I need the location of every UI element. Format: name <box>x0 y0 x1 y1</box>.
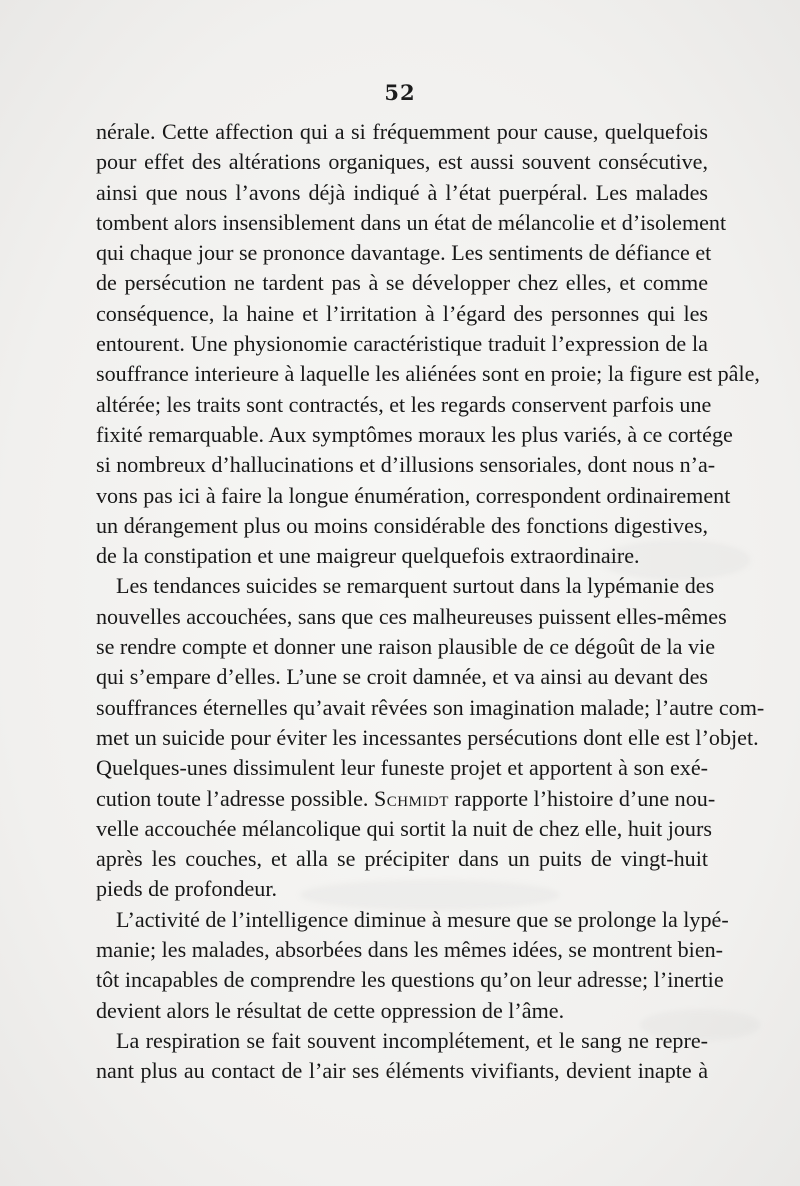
text-segment: cution toute l’adresse possible. <box>96 785 374 811</box>
text-line: nérale. Cette affection qui a si fréquemment pour cause, quelquefois <box>96 119 708 144</box>
text-line: après les couches, et alla se précipiter dans un puits de vingt-huit <box>96 846 708 872</box>
text-line: qui chaque jour se prononce davantage. Les sentiments de défiance et <box>96 240 712 266</box>
text-line: vons pas ici à faire la longue énumération, correspondent ordinairement <box>96 482 731 508</box>
text-line: conséquence, la haine et l’irritation à l’égard des personnes qui les <box>96 300 708 326</box>
text-line: pour effet des altérations organiques, est aussi souvent consécutive, <box>96 149 708 175</box>
text-line: velle accouchée mélancolique qui sortit la nuit de chez elle, huit jours <box>96 815 712 841</box>
text-line-paragraph-end: devient alors le résultat de cette oppression de l’âme. <box>96 997 565 1023</box>
text-line: se rendre compte et donner une raison plausible de ce dégoût de la vie <box>96 634 716 660</box>
text-line-paragraph-start: Les tendances suicides se remarquent surtout dans la lypémanie des <box>116 573 715 599</box>
text-line: si nombreux d’hallucinations et d’illusions sensoriales, dont nous n’a- <box>96 452 716 478</box>
page-number: 52 <box>384 80 416 105</box>
text-line: manie; les malades, absorbées dans les mêmes idées, se montrent bien- <box>96 937 724 963</box>
text-line: tôt incapables de comprendre les questions qu’on leur adresse; l’inertie <box>96 967 724 993</box>
text-line: altérée; les traits sont contractés, et les regards conservent parfois une <box>96 391 712 417</box>
text-line: souffrances éternelles qu’avait rêvées son imagination malade; l’autre com- <box>96 694 765 720</box>
text-line-paragraph-end: de la constipation et une maigreur quelquefois extraordinaire. <box>96 543 640 569</box>
text-line-with-author <box>96 784 716 814</box>
text-line: fixité remarquable. Aux symptômes moraux les plus variés, à ce cortége <box>96 421 733 447</box>
text-line: entourent. Une physionomie caractéristique traduit l’expression de la <box>96 331 708 357</box>
text-line-paragraph-start: La respiration se fait souvent incomplétement, et le sang ne repre- <box>116 1027 708 1053</box>
body-text <box>96 117 765 1087</box>
text-line: de persécution ne tardent pas à se développer chez elles, et comme <box>96 270 708 296</box>
text-line: Quelques-unes dissimulent leur funeste projet et apportent à son exé- <box>96 755 708 781</box>
text-line: ainsi que nous l’avons déjà indiqué à l’état puerpéral. Les malades <box>96 179 708 205</box>
author-name: Schmidt <box>373 785 449 811</box>
text-line: tombent alors insensiblement dans un état de mélancolie et d’isolement <box>96 209 727 235</box>
text-segment: rapporte l’histoire d’une nou- <box>448 785 716 811</box>
text-line-paragraph-end: pieds de profondeur. <box>96 876 278 902</box>
text-line: un dérangement plus ou moins considérable des fonctions digestives, <box>96 512 708 538</box>
text-line: nouvelles accouchées, sans que ces malheureuses puissent elles-mêmes <box>96 603 727 629</box>
text-line: qui s’empare d’elles. L’une se croit damnée, et va ainsi au devant des <box>96 664 708 690</box>
text-line-paragraph-start: L’activité de l’intelligence diminue à mesure que se prolonge la lypé- <box>116 906 729 932</box>
text-line: met un suicide pour éviter les incessantes persécutions dont elle est l’objet. <box>96 724 759 750</box>
text-line: nant plus au contact de l’air ses éléments vivifiants, devient inapte à <box>96 1058 708 1084</box>
text-line: souffrance interieure à laquelle les aliénées sont en proie; la figure est pâle, <box>96 361 760 387</box>
